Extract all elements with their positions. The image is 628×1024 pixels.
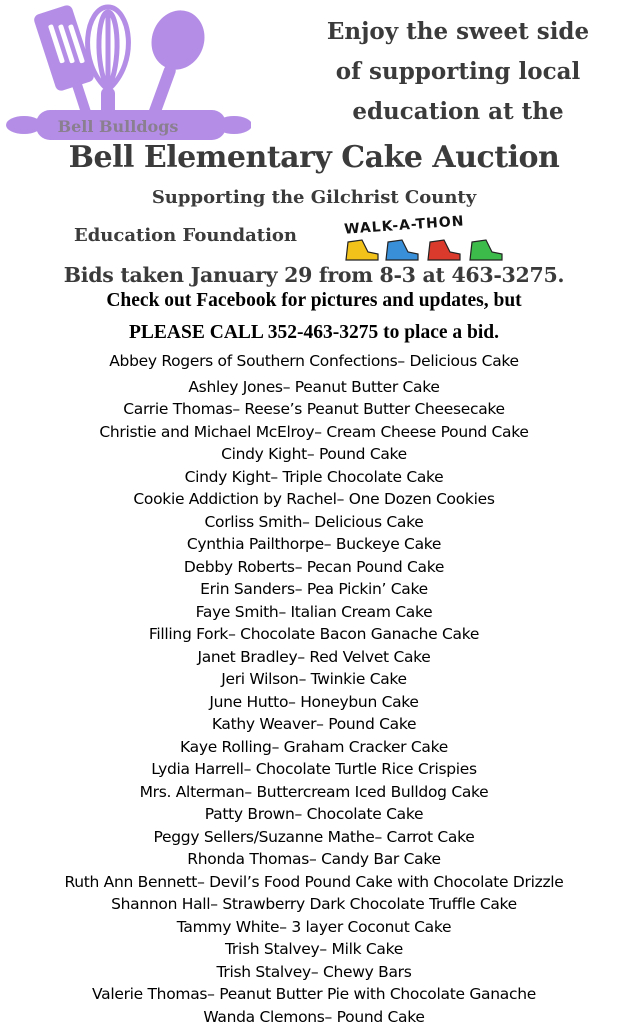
cake-item: Trish Stalvey– Chewy Bars: [216, 963, 412, 981]
cake-item: Janet Bradley– Red Velvet Cake: [197, 648, 431, 666]
logo-text: Bell Bulldogs: [57, 117, 179, 136]
cake-item: Kaye Rolling– Graham Cracker Cake: [180, 738, 448, 756]
bids-info: Bids taken January 29 from 8-3 at 463-3275.: [63, 263, 565, 287]
cake-item: Cynthia Pailthorpe– Buckeye Cake: [186, 535, 442, 553]
cake-item: June Hutto– Honeybun Cake: [209, 693, 419, 711]
cake-item: Ashley Jones– Peanut Butter Cake: [188, 378, 440, 396]
cake-item: Ruth Ann Bennett– Devil’s Food Pound Cake with Chocolate Drizzle: [64, 873, 564, 891]
tagline-line-3: education at the: [352, 98, 564, 125]
cake-item: Shannon Hall– Strawberry Dark Chocolate Truffle Cake: [111, 895, 517, 913]
cake-item: Christie and Michael McElroy– Cream Cheese Pound Cake: [99, 423, 529, 441]
cake-item: Trish Stalvey– Milk Cake: [225, 940, 403, 958]
cake-item: Corliss Smith– Delicious Cake: [204, 513, 424, 531]
facebook-line-2: PLEASE CALL 352-463-3275 to place a bid.: [129, 322, 499, 343]
cake-item: Carrie Thomas– Reese’s Peanut Butter Cheesecake: [123, 400, 505, 418]
cake-item: Cindy Kight– Triple Chocolate Cake: [184, 468, 444, 486]
support-line-1: Supporting the Gilchrist County: [151, 187, 477, 208]
cake-item: Jeri Wilson– Twinkie Cake: [221, 670, 407, 688]
cake-item: Filling Fork– Chocolate Bacon Ganache Cake: [148, 625, 480, 643]
cake-item: Cookie Addiction by Rachel– One Dozen Cookies: [133, 490, 495, 508]
tagline-line-2: of supporting local: [335, 58, 581, 85]
support-line-2: Education Foundation: [74, 225, 297, 246]
cake-item: Wanda Clemons– Pound Cake: [203, 1008, 425, 1024]
cake-item: Kathy Weaver– Pound Cake: [211, 715, 417, 733]
walkathon-logo: [340, 213, 510, 266]
cake-item: Valerie Thomas– Peanut Butter Pie with Chocolate Ganache: [92, 985, 536, 1003]
cake-item: Faye Smith– Italian Cream Cake: [195, 603, 433, 621]
page-title: Bell Elementary Cake Auction: [68, 140, 560, 175]
cake-item: Erin Sanders– Pea Pickin’ Cake: [200, 580, 428, 598]
facebook-line-1: Check out Facebook for pictures and updates, but: [106, 290, 522, 311]
cake-item: Patty Brown– Chocolate Cake: [204, 805, 424, 823]
walkathon-text: WALK-A-THON: [343, 213, 465, 238]
cake-item: Rhonda Thomas– Candy Bar Cake: [187, 850, 441, 868]
tagline-line-1: Enjoy the sweet side: [326, 18, 590, 45]
cake-item: Tammy White– 3 layer Coconut Cake: [176, 918, 452, 936]
cake-item: Cindy Kight– Pound Cake: [221, 445, 407, 463]
cake-item: Mrs. Alterman– Buttercream Iced Bulldog Cake: [139, 783, 489, 801]
cake-item: Debby Roberts– Pecan Pound Cake: [183, 558, 445, 576]
cake-item: Abbey Rogers of Southern Confections– Delicious Cake: [109, 352, 519, 370]
cake-item: Peggy Sellers/Suzanne Mathe– Carrot Cake: [153, 828, 475, 846]
cake-item: Lydia Harrell– Chocolate Turtle Rice Crispies: [151, 760, 477, 778]
